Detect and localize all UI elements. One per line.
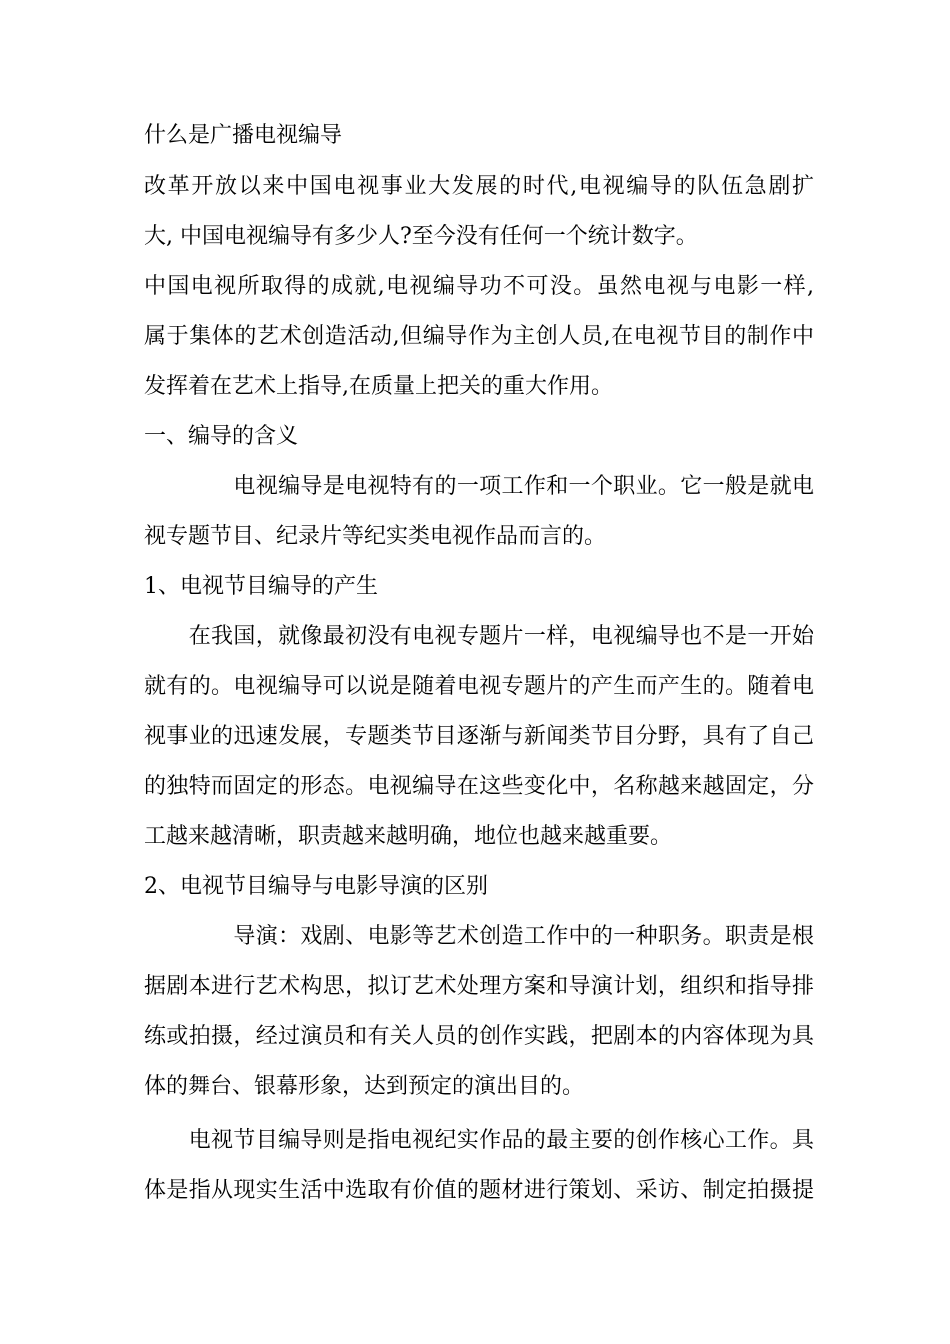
paragraph-line: 中国电视所取得的成就,电视编导功不可没。虽然电视与电影一样,: [144, 274, 814, 299]
paragraph-line: 的独特而固定的形态。电视编导在这些变化中，名称越来越固定，分: [144, 774, 814, 799]
section-heading: 1、电视节目编导的产生: [144, 574, 378, 599]
paragraph-line: 体的舞台、银幕形象，达到预定的演出目的。: [144, 1074, 585, 1099]
document-title: 什么是广播电视编导: [144, 123, 343, 148]
paragraph-line: 大, 中国电视编导有多少人?至今没有任何一个统计数字。: [144, 224, 698, 249]
paragraph-line: 导演：戏剧、电影等艺术创造工作中的一种职务。职责是根: [144, 924, 814, 949]
paragraph-line: 在我国，就像最初没有电视专题片一样，电视编导也不是一开始: [144, 624, 814, 649]
paragraph-line: 工越来越清晰，职责越来越明确，地位也越来越重要。: [144, 824, 673, 849]
paragraph-line: 电视节目编导则是指电视纪实作品的最主要的创作核心工作。具: [144, 1128, 814, 1153]
paragraph-line: 视专题节目、纪录片等纪实类电视作品而言的。: [144, 524, 607, 549]
section-heading: 2、电视节目编导与电影导演的区别: [144, 874, 488, 899]
paragraph-line: 据剧本进行艺术构思，拟订艺术处理方案和导演计划，组织和指导排: [144, 974, 814, 999]
paragraph-line: 电视编导是电视特有的一项工作和一个职业。它一般是就电: [144, 474, 814, 499]
paragraph-line: 体是指从现实生活中选取有价值的题材进行策划、采访、制定拍摄提: [144, 1178, 814, 1203]
paragraph-line: 属于集体的艺术创造活动,但编导作为主创人员,在电视节目的制作中: [144, 324, 814, 349]
section-heading: 一、编导的含义: [144, 424, 299, 449]
paragraph-line: 改革开放以来中国电视事业大发展的时代,电视编导的队伍急剧扩: [144, 174, 814, 199]
paragraph-line: 发挥着在艺术上指导,在质量上把关的重大作用。: [144, 374, 613, 399]
paragraph-line: 就有的。电视编导可以说是随着电视专题片的产生而产生的。随着电: [144, 674, 814, 699]
paragraph-line: 练或拍摄，经过演员和有关人员的创作实践，把剧本的内容体现为具: [144, 1024, 814, 1049]
paragraph-line: 视事业的迅速发展，专题类节目逐渐与新闻类节目分野，具有了自己: [144, 724, 814, 749]
